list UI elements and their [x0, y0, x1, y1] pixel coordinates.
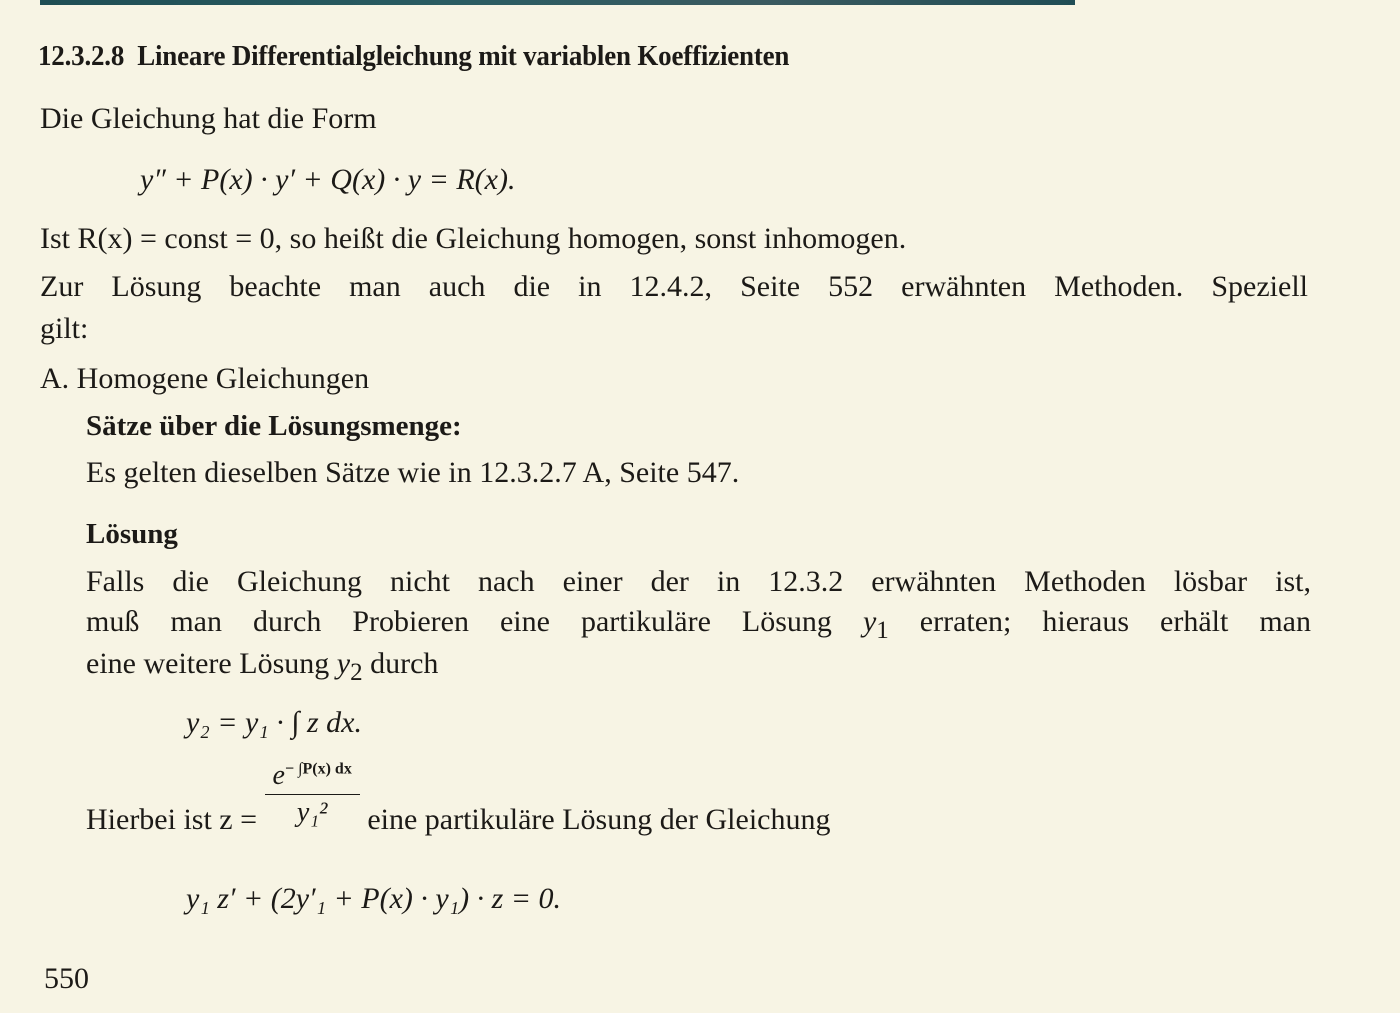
y1-subscript: 1 [876, 617, 889, 644]
section-number: 12.3.2.8 [38, 40, 125, 72]
z-fraction [265, 760, 360, 829]
exp-exponent: − ∫P(x) dx [284, 760, 352, 778]
y2-symbol [336, 647, 363, 686]
hierbei-suffix: eine partikuläre Lösung der Gleichung [367, 803, 831, 837]
formula-y2: y₂ = y₁ · ∫ z dx. [186, 706, 362, 739]
page-number: 550 [44, 962, 89, 995]
solution-line-2-end: erraten; hieraus erhält man [919, 605, 1311, 638]
page-top-rule [40, 0, 1075, 5]
formula-z: y₁ z′ + (2y′₁ + P(x) · y₁) · z = 0. [186, 882, 562, 915]
y1-symbol [862, 605, 889, 644]
homogeneous-note: Ist R(x) = const = 0, so heißt die Gleichung homogen, sonst inhomogen. [40, 222, 907, 255]
y1-base: y [862, 605, 877, 638]
fraction-numerator [265, 760, 360, 792]
solution-line-2 [86, 605, 1311, 645]
solution-line-3 [86, 647, 438, 687]
theorems-heading: Sätze über die Lösungsmenge: [86, 410, 462, 442]
reference-line-2: gilt: [40, 312, 89, 345]
section-heading [38, 40, 789, 73]
main-equation: y″ + P(x) · y′ + Q(x) · y = R(x). [140, 163, 516, 196]
solution-line-3-end: durch [370, 647, 439, 680]
section-title: Lineare Differentialgleichung mit variablen Koeffizienten [137, 40, 790, 72]
fraction-denominator: y₁² [296, 797, 328, 828]
solution-line-2-start: muß man durch Probieren eine partikuläre Lösung [86, 605, 832, 638]
theorems-text: Es gelten dieselben Sätze wie in 12.3.2.7 A, Seite 547. [86, 456, 740, 489]
hierbei-prefix: Hierbei ist z = [86, 803, 258, 837]
intro-text: Die Gleichung hat die Form [40, 102, 377, 135]
y2-subscript: 2 [350, 659, 363, 686]
y2-base: y [336, 647, 351, 680]
fraction-bar [265, 794, 360, 795]
solution-line-1: Falls die Gleichung nicht nach einer der in 12.3.2 erwähnten Methoden lösbar ist, [86, 565, 1311, 598]
hierbei-line [86, 760, 831, 837]
reference-line-1: Zur Lösung beachte man auch die in 12.4.2, Seite 552 erwähnten Methoden. Speziell [40, 270, 1308, 303]
solution-heading: Lösung [86, 518, 178, 550]
exp-base: e [272, 760, 285, 791]
subsection-a-label: A. Homogene Gleichungen [40, 362, 370, 395]
solution-line-3-start: eine weitere Lösung [86, 647, 330, 680]
